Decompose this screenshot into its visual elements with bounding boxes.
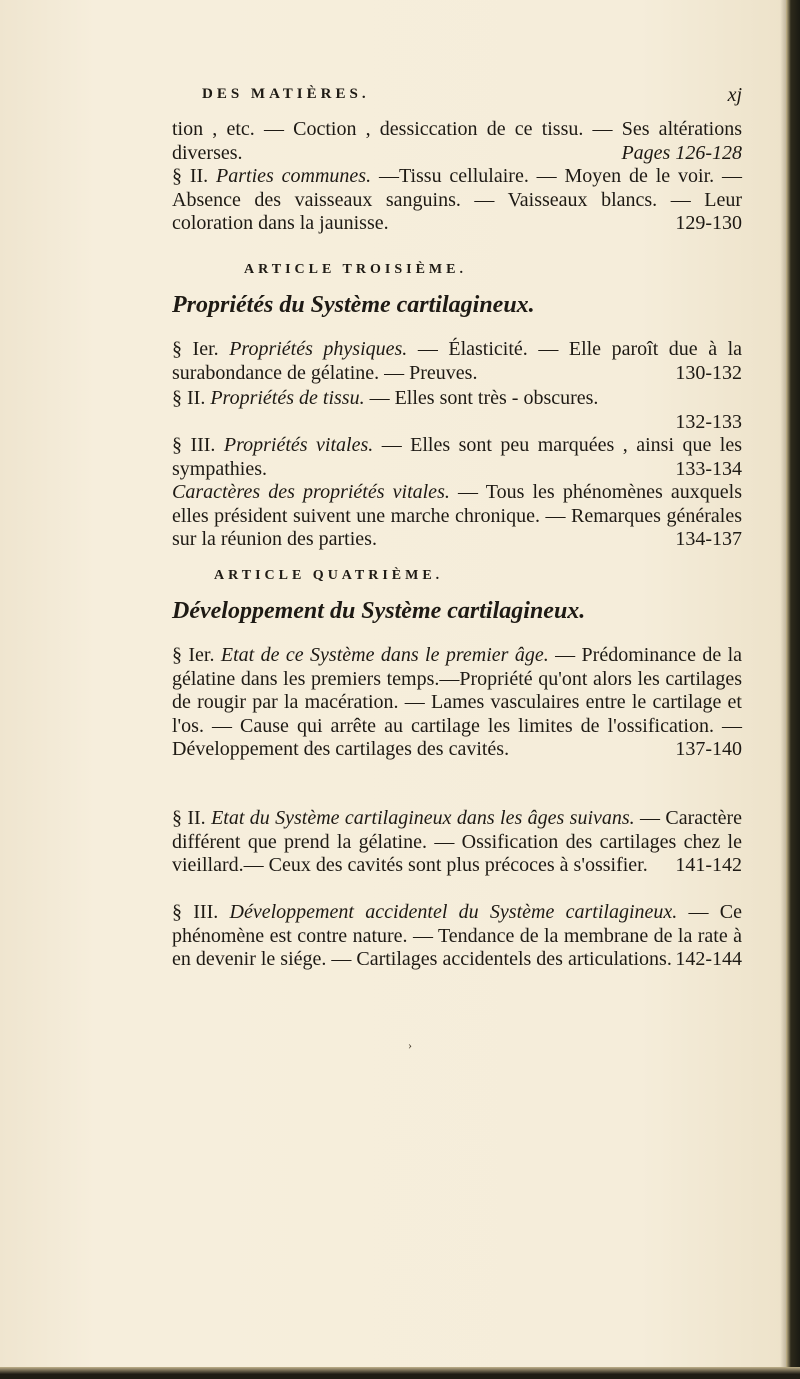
toc-entry-proprietes-vitales bbox=[172, 434, 742, 481]
entry-title: Etat de ce Système dans le premier âge. bbox=[220, 644, 549, 666]
entry-title: Etat du Système cartilagineux dans les âges suivans. bbox=[211, 807, 635, 829]
entry-label: § II. bbox=[172, 165, 209, 187]
entry-text: — Tous les phénomènes auxquels elles président suivent une marche chronique. — Remarques générales sur la réunion des parties. bbox=[172, 481, 742, 550]
article-3-heading: ARTICLE TROISIÈME. bbox=[244, 262, 467, 277]
entry-text: —Tissu cellulaire. — Moyen de le voir. — Absence des vaisseaux sanguins. — Vaisseaux blancs. — Leur coloration dans la jaunisse. bbox=[172, 165, 742, 234]
toc-entry-proprietes-physiques bbox=[172, 338, 742, 385]
entry-pages: 142-144 bbox=[675, 948, 742, 970]
article-4-heading: ARTICLE QUATRIÈME. bbox=[214, 568, 444, 583]
entry-title: Propriétés vitales. bbox=[223, 434, 374, 456]
entry-text: — Élasticité. — Elle paroît due à la surabondance de gélatine. — Preuves. bbox=[172, 338, 743, 384]
running-header bbox=[202, 86, 742, 116]
entry-label: § II. bbox=[172, 807, 206, 829]
entry-pages: 134-137 bbox=[675, 528, 742, 550]
entry-label: § Ier. bbox=[172, 338, 219, 360]
entry-pages: 137-140 bbox=[675, 738, 742, 760]
entry-text: — Elles sont peu marquées , ainsi que les sympathies. bbox=[172, 434, 743, 480]
article-4-title: Développement du Système cartilagineux. bbox=[172, 598, 586, 624]
entry-label: § III. bbox=[172, 434, 216, 456]
toc-entry-caracteres bbox=[172, 481, 742, 552]
toc-entry-parties-communes bbox=[172, 165, 742, 236]
entry-title: Parties communes. bbox=[216, 165, 372, 187]
entry-text: — Ce phénomène est contre nature. — Tendance de la membrane de la rate à en devenir le siége. — Cartilages accidentels des articulations. bbox=[172, 901, 743, 970]
entry-pages: Pages 126-128 bbox=[621, 141, 742, 164]
entry-pages: 141-142 bbox=[675, 854, 742, 876]
toc-entry-ages-suivans bbox=[172, 807, 742, 878]
entry-text: — Elles sont très - obscures. bbox=[369, 387, 599, 409]
entry-title: Propriétés de tissu. bbox=[210, 387, 365, 409]
running-header-title: DES MATIÈRES. bbox=[202, 86, 370, 102]
entry-text: — Caractère différent que prend la gélatine. — Ossification des cartilages chez le vieillard.— Ceux des cavités sont plus précoces à s'ossifier. bbox=[172, 807, 743, 876]
entry-text: tion , etc. — Coction , dessiccation de ce tissu. — Ses altérations diverses. bbox=[172, 118, 742, 164]
stray-mark: › bbox=[408, 1038, 412, 1052]
entry-title: Propriétés physiques. bbox=[229, 338, 408, 360]
entry-pages: 132-133 bbox=[675, 410, 742, 433]
entry-label: § III. bbox=[172, 901, 219, 923]
entry-pages: 129-130 bbox=[675, 212, 742, 234]
page-bottom-edge bbox=[0, 1367, 800, 1379]
entry-pages: 133-134 bbox=[675, 457, 742, 480]
entry-pages: 130-132 bbox=[675, 361, 742, 384]
entry-title: Développement accidentel du Système cartilagineux. bbox=[229, 901, 678, 923]
toc-entry-proprietes-tissu bbox=[172, 387, 742, 434]
entry-title: Caractères des propriétés vitales. bbox=[172, 481, 450, 503]
toc-entry-continuation bbox=[172, 118, 742, 165]
entry-label: § Ier. bbox=[172, 644, 215, 666]
toc-entry-premier-age bbox=[172, 644, 742, 762]
entry-text: — Prédominance de la gélatine dans les premiers temps.—Propriété qu'ont alors les cartilages de rougir par la macération. — Lames vasculaires entre le cartilage et l'os. — Cause qui arrête au cartilage les limites de l'ossification. — Développement des cartilages des cavités. bbox=[172, 644, 743, 760]
article-3-title: Propriétés du Système cartilagineux. bbox=[172, 292, 535, 318]
book-binding-edge bbox=[786, 0, 800, 1379]
toc-entry-developpement-accidentel bbox=[172, 901, 742, 972]
entry-label: § II. bbox=[172, 387, 206, 409]
page-folio: xj bbox=[727, 84, 742, 106]
